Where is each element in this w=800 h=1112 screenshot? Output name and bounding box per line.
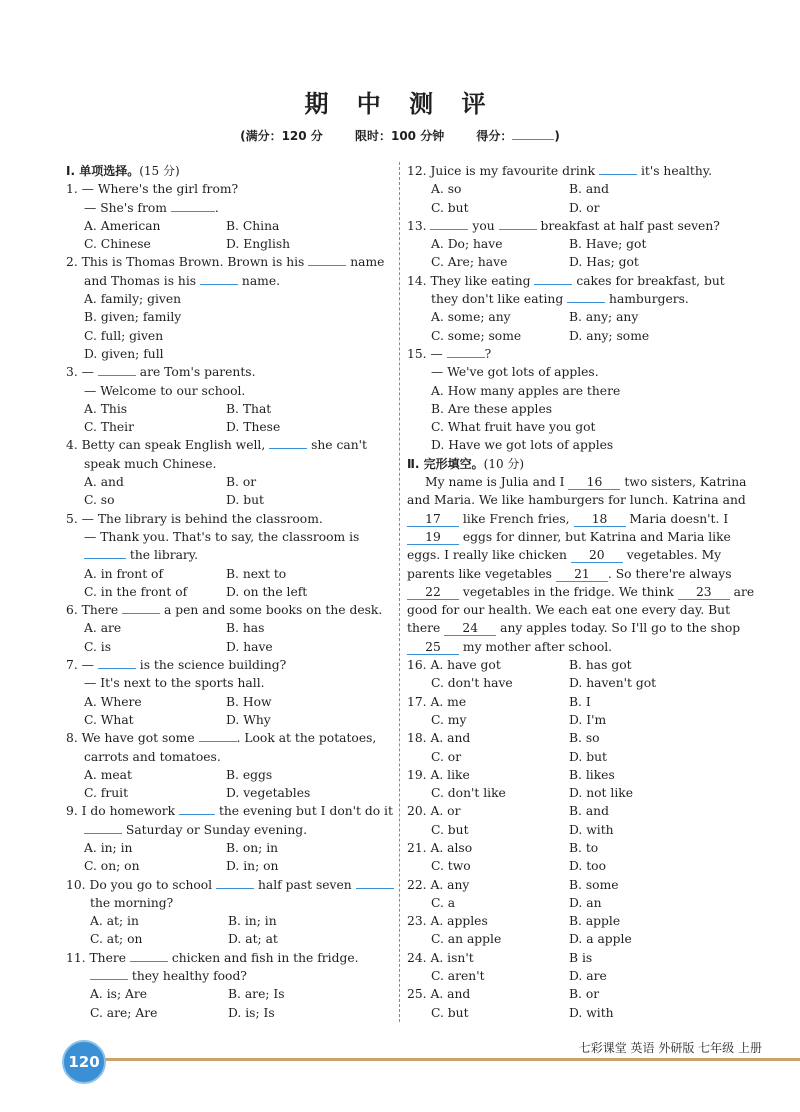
q19-options-row2 [407,784,735,802]
cloze-line-4 [407,528,735,546]
q9-options-row2 [66,857,394,875]
option-c: C. Are; have [431,255,508,270]
q22-options-row1 [407,876,735,894]
q14-options-row2 [407,327,735,345]
option-b: B. and [569,804,609,819]
option-d: D. Why [226,712,271,727]
option-a: 25. A. and [407,987,471,1002]
q6-options-row2 [66,638,394,656]
option-d: D. I'm [569,712,607,727]
section-2-heading [407,455,735,473]
q4-stem-2: speak much Chinese. [84,456,217,471]
q24-options-row1 [407,949,735,967]
option-d: D. with [569,1005,614,1020]
option-b: B. Have; got [569,237,647,252]
option-c: C. a [431,895,456,910]
q11-stem-2 [66,967,394,985]
q15-stem [407,345,735,363]
option-c: C. in the front of [84,584,188,599]
q19-options-row1 [407,766,735,784]
q8-stem [66,729,394,747]
option-a: 21. A. also [407,840,473,855]
option-a: A. How many apples are there [431,383,621,398]
q5-stem: 5. — The library is behind the classroom. [66,511,323,526]
score-close: ) [554,129,560,143]
cloze-line-9 [407,619,741,637]
cloze-text: my mother after school. [459,639,613,654]
q14-text-end: cakes for breakfast, but [572,273,725,288]
option-c: C. my [431,712,467,727]
option-b: B is [569,950,593,965]
option-d: D. at; at [228,932,278,947]
section-1-score: (15 分) [139,164,180,178]
cloze-text: eggs for dinner, but Katrina and Maria like [459,529,731,544]
q16-options-row2 [407,674,735,692]
q12-options-row2 [407,199,735,217]
answer-blank [599,162,637,175]
option-a: A. are [84,621,122,636]
q11-text-2: they healthy food? [128,969,247,984]
option-d: D. an [569,895,602,910]
option-d: D. Have we got lots of apples [431,438,614,453]
answer-blank [447,345,485,358]
q1-stem: 1. — Where's the girl from? [66,182,239,197]
book-title: 七彩课堂 英语 外研版 七年级 上册 [578,1041,762,1055]
option-b: B. in; in [228,914,277,929]
q5-response: — Thank you. That's to say, the classroom is [84,529,360,544]
answer-blank [216,876,254,889]
q14-options-row1 [407,308,735,326]
option-a: 24. A. isn't [407,950,474,965]
cloze-text: there [407,621,445,636]
answer-blank [84,546,126,559]
option-a: A. at; in [90,914,139,929]
answer-blank [200,272,238,285]
q10-text: 10. Do you go to school [66,877,217,892]
q12-stem [407,162,735,180]
cloze-line-8: good for our health. We each eat one every day. But [407,603,731,618]
q15-text-end: ? [484,346,492,361]
left-column [66,162,394,1022]
q3-response: — Welcome to our school. [84,383,246,398]
option-d: D. is; Is [228,1005,275,1020]
q7-response: — It's next to the sports hall. [84,676,265,691]
option-d: D. any; some [569,328,650,343]
cloze-text: two sisters, Katrina [620,475,747,490]
option-b: B. or [569,987,600,1002]
q12-text: 12. Juice is my favourite drink [407,164,600,178]
q11-stem [66,949,394,967]
option-c: C. What fruit have you got [431,420,596,435]
option-b: B. I [569,694,591,709]
option-a: 23. A. apples [407,914,488,929]
q3-options-row1 [66,400,394,418]
option-b: B. apple [569,914,621,929]
option-b: B. next to [226,566,287,581]
option-c: C. or [431,749,462,764]
option-d: D. in; on [226,859,279,874]
q3-options-row2 [66,418,394,436]
answer-blank [98,363,136,376]
q4-text: 4. Betty can speak English well, [66,438,270,453]
option-c: C. some; some [431,328,522,343]
answer-blank [179,802,215,815]
option-c: C. fruit [84,786,129,801]
option-c: C. What [84,712,134,727]
q13-text-end: breakfast at half past seven? [536,218,720,233]
q16-options-row1 [407,656,735,674]
right-column [407,162,755,1022]
answer-blank [171,199,215,212]
section-1-heading [66,162,394,180]
option-a: A. some; any [431,310,511,325]
q23-options-row1 [407,912,735,930]
q18-options-row2 [407,748,735,766]
q24-options-row2 [407,967,735,985]
q1-response [66,199,394,217]
score-field [476,127,560,144]
option-d: D. a apple [569,932,632,947]
option-d: D. given; full [84,346,164,361]
section-2-score: (10 分) [483,456,525,471]
answer-blank [499,217,537,230]
option-a: A. Do; have [431,237,503,252]
blank-23: 23 [678,585,730,600]
q2-stem [66,253,394,271]
cloze-text: My name is Julia and I [425,475,569,490]
q8-options-row1 [66,766,394,784]
q14-text-2-end: hamburgers. [605,292,689,307]
option-c: C. but [431,200,469,215]
q14-stem [407,272,735,290]
q4-stem [66,436,394,454]
option-c: C. an apple [431,932,502,947]
q25-options-row2 [407,1004,735,1022]
q4-options-row2 [66,491,394,509]
q10-stem-2: the morning? [90,895,174,910]
answer-blank [98,656,136,669]
option-b: B. has got [569,658,632,673]
option-a: A. meat [84,767,132,782]
blank-19: 19 [407,530,459,545]
score-label: 得分： [476,129,513,143]
option-b: B. How [226,694,272,709]
option-b: B. some [569,877,619,892]
option-a: 18. A. and [407,731,471,746]
cloze-text: vegetables. My [622,548,722,563]
option-c: C. full; given [84,328,164,343]
option-d: D. Has; got [569,255,639,270]
option-a: 17. A. me [407,694,467,709]
cloze-line-10 [407,638,735,656]
cloze-text: parents like vegetables [407,566,556,581]
cloze-text: are [729,584,755,599]
q22-options-row2 [407,894,735,912]
option-d: D. English [226,237,291,252]
cloze-line-1 [407,473,747,491]
q13-options-row1 [407,235,735,253]
q13-text-mid: you [468,218,499,233]
blank-22: 22 [407,585,459,600]
option-a: 16. A. have got [407,658,501,673]
blank-21: 21 [556,567,608,582]
q1-options-row2 [66,235,394,253]
q8-options-row2 [66,784,394,802]
option-b: B. likes [569,767,615,782]
cloze-line-3 [407,510,735,528]
q18-options-row1 [407,729,735,747]
option-a: A. Where [84,694,142,709]
q2-text-2-end: name. [238,273,281,288]
option-d: D. too [569,859,606,874]
blank-18: 18 [574,512,626,527]
option-b: B. or [226,475,257,490]
option-d: D. vegetables [226,786,311,801]
option-b: B. are; Is [228,987,285,1002]
option-d: D. or [569,200,600,215]
option-a: A. in; in [84,840,133,855]
option-b: B. to [569,840,599,855]
option-c: C. are; Are [90,1005,158,1020]
q15-text: 15. — [407,346,447,361]
option-b: B. Are these apples [431,401,553,416]
option-a: A. so [431,182,462,197]
q20-options-row2 [407,821,735,839]
answer-blank [90,967,128,980]
section-2-title: Ⅱ. 完形填空。 [407,456,484,471]
q2-stem-2 [66,272,394,290]
q2-text: 2. This is Thomas Brown. Brown is his [66,255,309,270]
q2-text-2: and Thomas is his [84,273,200,288]
option-c: C. don't like [431,786,506,801]
q6-text: 6. There [66,603,123,618]
q9-text-2: Saturday or Sunday evening. [122,822,308,837]
option-d: D. on the left [226,584,308,599]
q10-stem [66,876,394,894]
footer-rule [100,1058,800,1061]
q5-options-row2 [66,583,394,601]
answer-blank [84,821,122,834]
cloze-line-6 [407,565,735,583]
q20-options-row1 [407,802,735,820]
q4-text-end: she can't [307,438,367,453]
full-score: (满分：120 分 [240,129,323,143]
q8-stem-2: carrots and tomatoes. [84,749,221,764]
option-b: B. has [226,621,265,636]
option-a: A. family; given [84,292,182,307]
q6-options-row1 [66,619,394,637]
q1-options-row1 [66,217,394,235]
q10-text-mid: half past seven [254,877,356,892]
q21-options-row1 [407,839,735,857]
q9-stem-2 [66,821,394,839]
page-number-badge: 120 [62,1040,106,1084]
cloze-line-5 [407,546,735,564]
q9-text-end: the evening but I don't do it [215,804,393,819]
q11-options-row2 [66,1004,394,1022]
q25-options-row1 [407,985,735,1003]
cloze-line-7 [407,583,755,601]
q1-text: — She's from [84,200,171,215]
answer-blank [130,949,168,962]
q13-stem [407,217,735,235]
cloze-text: eggs. I really like chicken [407,548,571,563]
q13-text: 13. [407,218,431,233]
q14-text: 14. They like eating [407,273,535,288]
q1-text-end: . [214,200,219,215]
q14-text-2: they don't like eating [431,292,568,307]
q21-options-row2 [407,857,735,875]
option-c: C. Chinese [84,237,151,252]
column-divider [399,162,400,1022]
q7-options-row1 [66,693,394,711]
answer-blank [199,729,237,742]
q6-stem [66,601,394,619]
q11-text-end: chicken and fish in the fridge. [167,950,359,965]
option-a: A. is; Are [90,987,148,1002]
option-a: 20. A. or [407,804,461,819]
q7-stem [66,656,394,674]
option-b: B. and [569,182,609,197]
q8-text: 8. We have got some [66,731,199,746]
answer-blank [269,436,307,449]
answer-blank [122,601,160,614]
option-c: C. at; on [90,932,143,947]
option-c: C. is [84,639,112,654]
option-a: A. in front of [84,566,164,581]
q7-text: 7. — [66,658,98,673]
option-d: D. not like [569,786,634,801]
score-blank [512,127,554,140]
option-b: B. eggs [226,767,273,782]
option-c: C. two [431,859,471,874]
option-a: A. This [84,401,128,416]
option-d: D. with [569,822,614,837]
q11-text: 11. There [66,950,130,965]
option-b: B. so [569,731,600,746]
q6-text-end: a pen and some books on the desk. [160,603,383,618]
q9-options-row1 [66,839,394,857]
cloze-line-2: and Maria. We like hamburgers for lunch. Katrina and [407,493,746,508]
option-b: B. That [226,401,272,416]
blank-25: 25 [407,640,459,655]
option-d: D. have [226,639,273,654]
option-b: B. any; any [569,310,639,325]
q9-text: 9. I do homework [66,804,180,819]
cloze-text: Maria doesn't. I [625,511,729,526]
option-c: C. on; on [84,859,140,874]
option-a: 22. A. any [407,877,470,892]
option-c: C. so [84,493,115,508]
q4-options-row1 [66,473,394,491]
section-1-title: Ⅰ. 单项选择。 [66,164,140,178]
cloze-text: vegetables in the fridge. We think [459,584,678,599]
q10-options-row2 [66,930,394,948]
blank-16: 16 [568,475,620,490]
q10-options-row1 [66,912,394,930]
q5-text-end: the library. [126,548,199,563]
q3-text: 3. — [66,365,98,380]
exam-info [0,127,800,144]
option-d: D. are [569,969,607,984]
cloze-text: . So there're always [607,566,732,581]
option-b: B. on; in [226,840,279,855]
q23-options-row2 [407,930,735,948]
q5-options-row1 [66,565,394,583]
q12-text-end: it's healthy. [637,164,712,178]
blank-20: 20 [571,548,623,563]
answer-blank [567,290,605,303]
answer-blank [534,272,572,285]
blank-24: 24 [444,621,496,636]
q15-response: — We've got lots of apples. [431,365,599,380]
q3-stem [66,363,394,381]
option-d: D. but [226,493,264,508]
cloze-text: like French fries, [459,511,574,526]
q13-options-row2 [407,253,735,271]
option-c: C. aren't [431,969,485,984]
q5-response-2 [66,546,394,564]
q12-options-row1 [407,180,735,198]
option-c: C. but [431,822,469,837]
option-d: D. haven't got [569,676,657,691]
option-a: A. American [84,218,161,233]
time-limit: 限时：100 分钟 [354,129,445,143]
q2-text-end: name [346,255,385,270]
q11-options-row1 [66,985,394,1003]
q3-text-end: are Tom's parents. [135,365,256,380]
option-c: C. but [431,1005,469,1020]
q9-stem [66,802,394,820]
q7-text-end: is the science building? [135,658,287,673]
blank-17: 17 [407,512,459,527]
option-a: A. and [84,475,124,490]
option-c: C. don't have [431,676,513,691]
q7-options-row2 [66,711,394,729]
q8-text-end: . Look at the potatoes, [236,731,377,746]
q14-stem-2 [407,290,735,308]
answer-blank [430,217,468,230]
cloze-text: any apples today. So I'll go to the shop [496,621,741,636]
option-d: D. but [569,749,607,764]
option-d: D. These [226,420,281,435]
answer-blank [356,876,394,889]
q17-options-row1 [407,693,735,711]
option-a: 19. A. like [407,767,470,782]
option-b: B. China [226,218,280,233]
option-b: B. given; family [84,310,182,325]
option-c: C. Their [84,420,134,435]
answer-blank [308,253,346,266]
q17-options-row2 [407,711,735,729]
page-title: 期 中 测 评 [304,90,496,118]
